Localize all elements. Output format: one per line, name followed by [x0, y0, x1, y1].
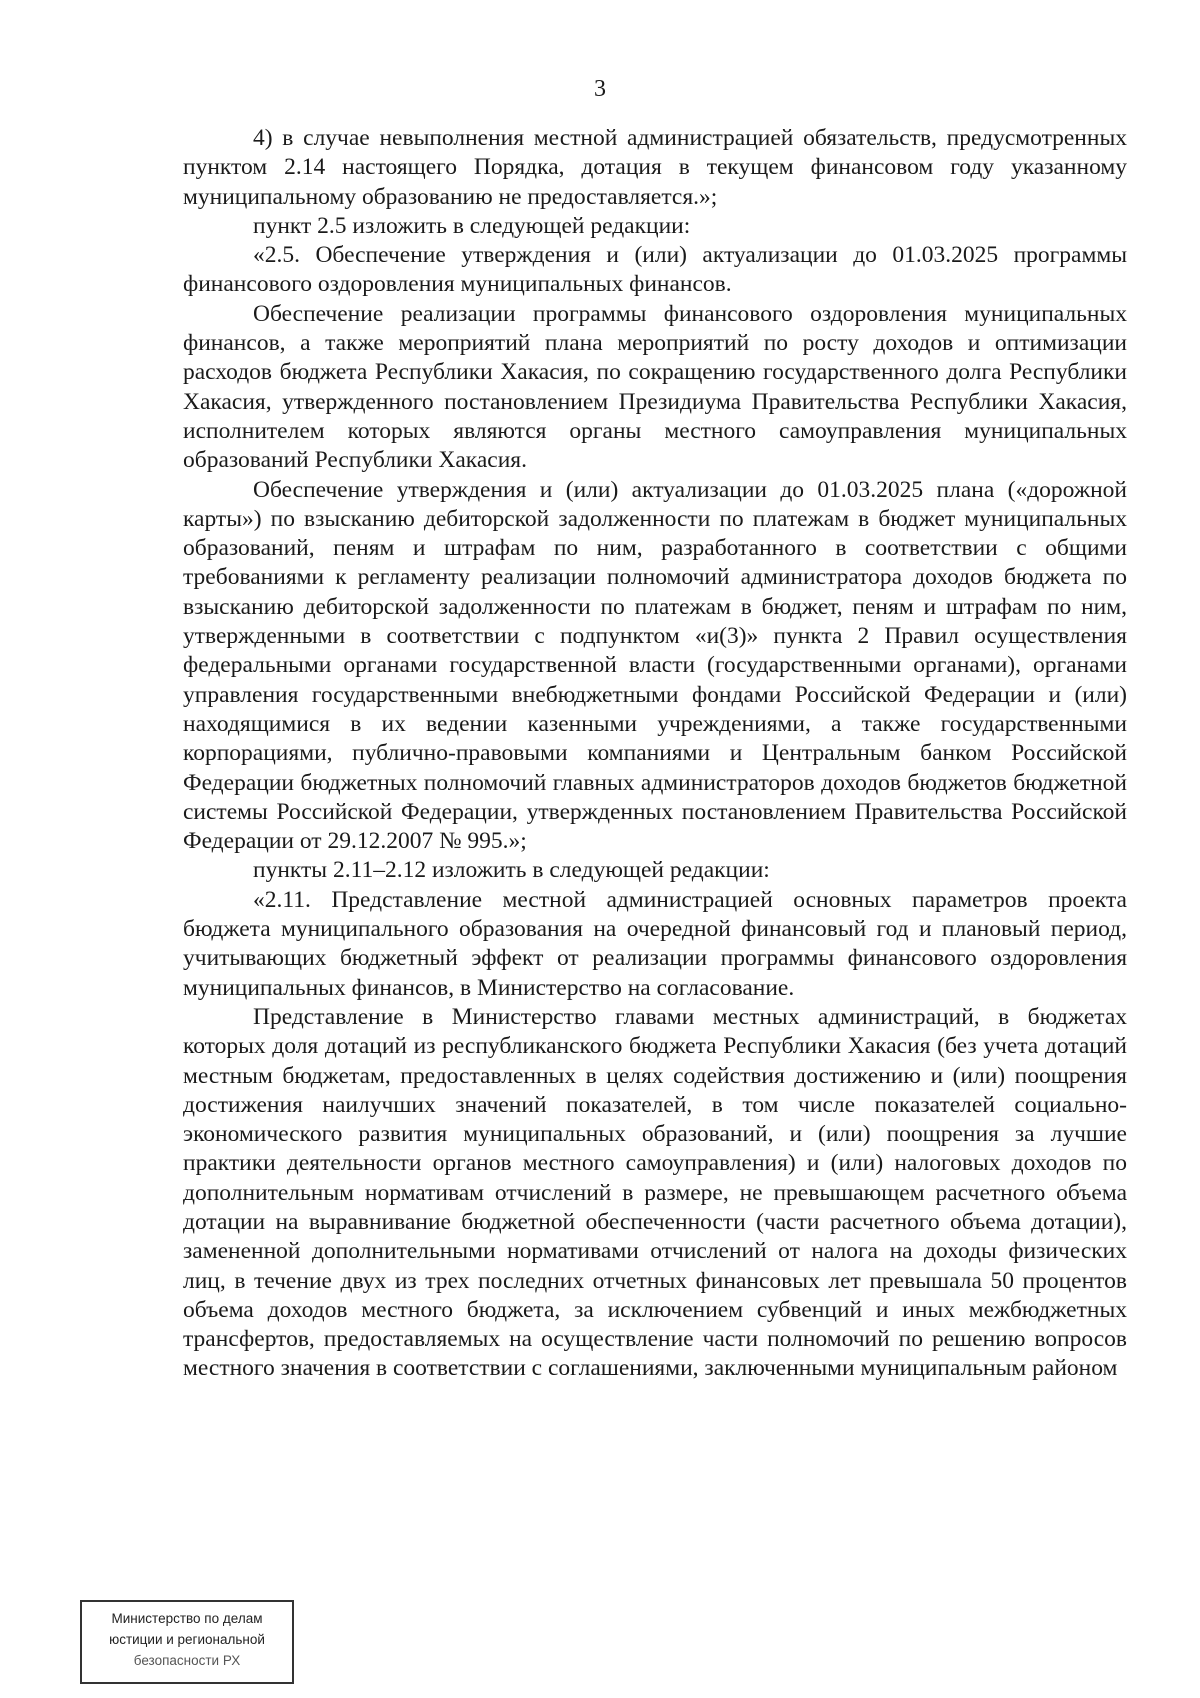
- paragraph-2-11: «2.11. Представление местной администрацией основных параметров проекта бюджета муниципального образования на очередной финансовый год и плановый период, учитывающих бюджетный эффект от реализации программы финансового оздоровления муниципальных финансов, в Министерство на согласование.: [183, 886, 1127, 1001]
- paragraph-subitem-4: 4) в случае невыполнения местной администрацией обязательств, предусмотренных пунктом 2.14 настоящего Порядка, дотация в текущем финансовом году указанному муниципальному образованию не предоставляется.»;: [183, 125, 1127, 210]
- stamp-line-3: безопасности РХ: [133, 1653, 241, 1668]
- stamp-line-2: юстиции и региональной: [109, 1632, 265, 1647]
- paragraph-roadmap: Обеспечение утверждения и (или) актуализации до 01.03.2025 плана («дорожной карты») по взысканию дебиторской задолженности по платежам в бюджет муниципальных образований, пеням и штрафам по ним, разработанного в соответствии с общими требованиями к регламенту реализации полномочий администратора доходов бюджета по взысканию дебиторской задолженности по платежам в бюджет, пеням и штрафам по ним, утвержденными в соответствии с подпунктом «и(3)» пункта 2 Правил осуществления федеральными органами государственной власти (государственными органами), органами управления государственными внебюджетными фондами Российской Федерации и (или) находящимися в их ведении казенными учреждениями, а также государственными корпорациями, публично-правовыми компаниями и Центральным банком Российской Федерации бюджетных полномочий главных администраторов доходов бюджетов бюджетной системы Российской Федерации, утвержденных постановлением Правительства Российской Федерации от 29.12.2007 № 995.»;: [183, 476, 1127, 855]
- paragraph-2-5: «2.5. Обеспечение утверждения и (или) актуализации до 01.03.2025 программы финансового оздоровления муниципальных финансов.: [183, 242, 1127, 298]
- paragraph-amend-2-5-intro: пункт 2.5 изложить в следующей редакции:: [253, 212, 691, 239]
- paragraph-amend-2-11-intro: пункты 2.11–2.12 изложить в следующей редакции:: [253, 857, 770, 884]
- page-number: 3: [594, 76, 606, 102]
- ministry-stamp: [80, 1600, 294, 1684]
- document-body: [183, 124, 1127, 1384]
- stamp-line-1: Министерство по делам: [111, 1611, 263, 1626]
- paragraph-submission: Представление в Министерство главами местных администраций, в бюджетах которых доля дотаций из республиканского бюджета Республики Хакасия (без учета дотаций местным бюджетам, предоставленных в целях содействия достижению и (или) поощрения достижения наилучших значений показателей, в том числе показателей социально-экономического развития муниципальных образований, и (или) поощрения за лучшие практики деятельности органов местного самоуправления) и (или) налоговых доходов по дополнительным нормативам отчислений в размере, не превышающем расчетного объема дотации на выравнивание бюджетной обеспеченности (части расчетного объема дотации), замененной дополнительными нормативами отчислений от налога на доходы физических лиц, в течение двух из трех последних отчетных финансовых лет превышала 50 процентов объема доходов местного бюджета, за исключением субвенций и иных межбюджетных трансфертов, предоставляемых на осуществление части полномочий по решению вопросов местного значения в соответствии с соглашениями, заключенными муниципальным районом: [183, 1003, 1127, 1382]
- paragraph-recovery-program: Обеспечение реализации программы финансового оздоровления муниципальных финансов, а также мероприятий плана мероприятий по росту доходов и оптимизации расходов бюджета Республики Хакасия, по сокращению государственного долга Республики Хакасия, утвержденного постановлением Президиума Правительства Республики Хакасия, исполнителем которых являются органы местного самоуправления муниципальных образований Республики Хакасия.: [183, 300, 1127, 474]
